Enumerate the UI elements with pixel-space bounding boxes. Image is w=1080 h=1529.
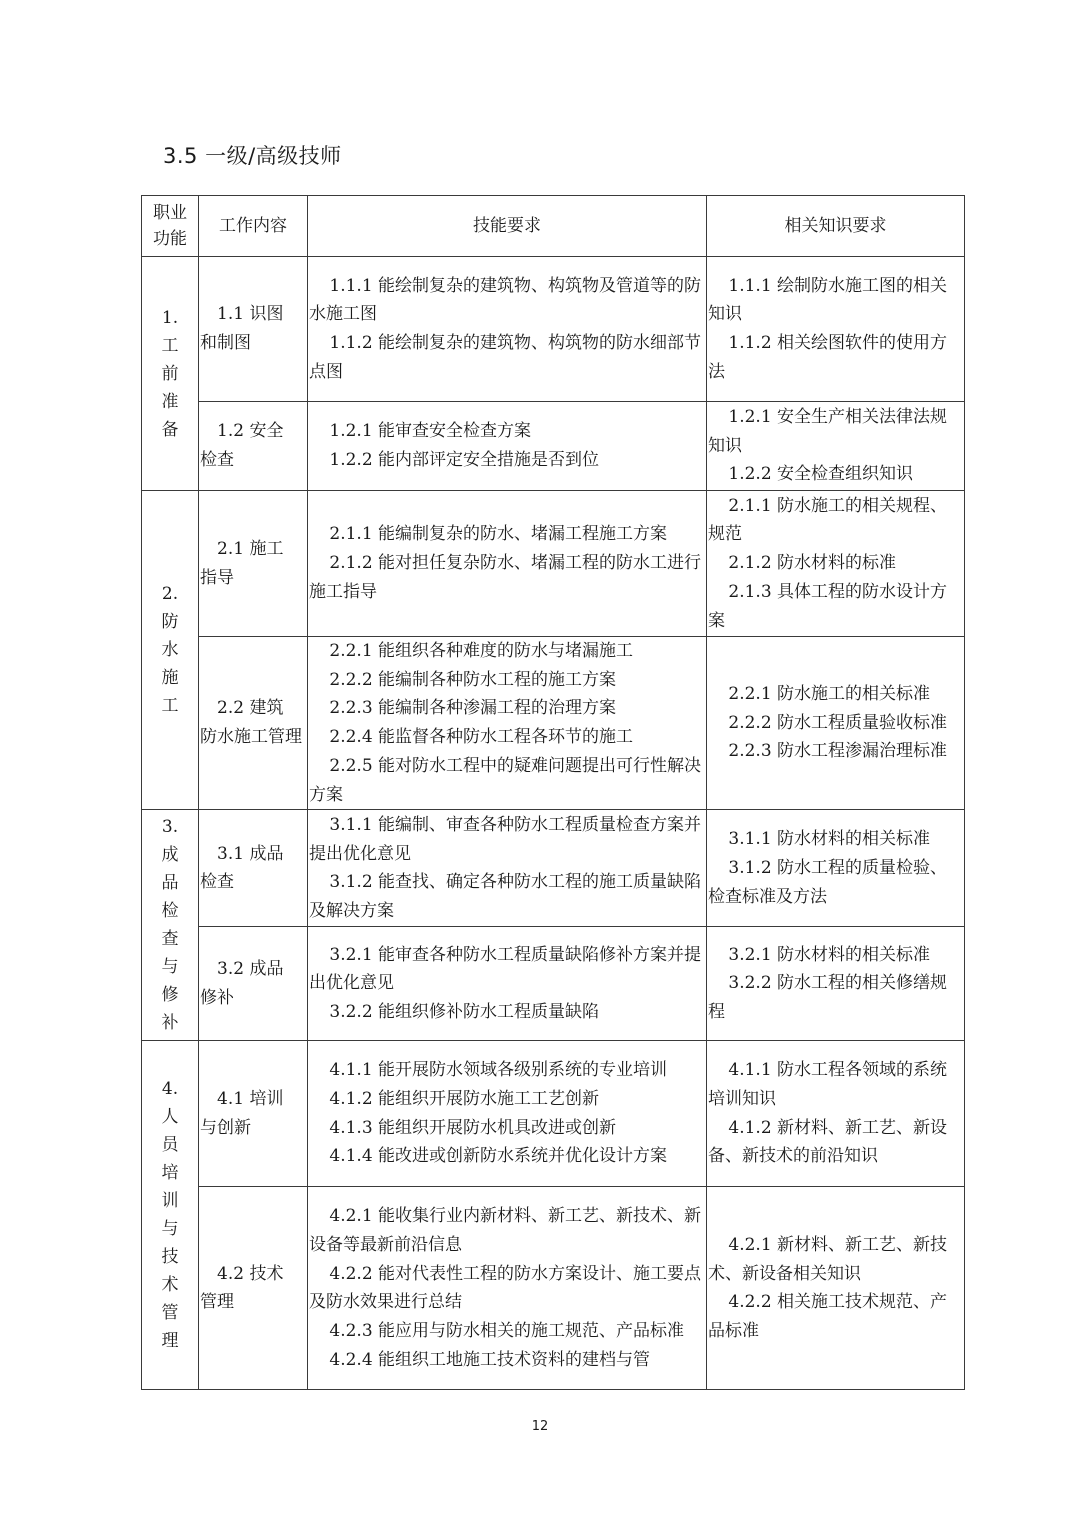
- skill-requirements-cell: [308, 257, 707, 402]
- function-char: 训: [161, 1191, 179, 1212]
- function-char: 检: [161, 901, 179, 922]
- work-content-line: 1.1 识图: [217, 304, 284, 325]
- knowledge-requirements-cell: [707, 927, 965, 1041]
- function-char: 备: [161, 419, 179, 440]
- knowledge-item: 2.1.3 具体工程的防水设计方案: [708, 581, 948, 631]
- function-char: 培: [161, 1163, 179, 1184]
- skill-item: 2.2.1 能组织各种难度的防水与堵漏施工: [329, 641, 634, 661]
- skill-item: 3.2.2 能组织修补防水工程质量缺陷: [329, 1002, 600, 1023]
- skill-item: 4.1.4 能改进或创新防水系统并优化设计方案: [329, 1146, 668, 1167]
- knowledge-requirements-cell: [707, 1187, 965, 1390]
- skill-requirements-cell: [308, 402, 707, 491]
- knowledge-item: 4.1.1 防水工程各领域的系统培训知识: [708, 1060, 948, 1110]
- skill-requirements-cell: [308, 927, 707, 1041]
- skill-item: 4.1.1 能开展防水领域各级别系统的专业培训: [329, 1060, 668, 1081]
- table-body: [142, 257, 965, 1390]
- function-char: 人: [161, 1107, 179, 1128]
- function-char: 修: [161, 985, 179, 1006]
- table-row: [142, 810, 965, 927]
- function-cell: [142, 257, 199, 491]
- function-char: 技: [161, 1247, 179, 1268]
- skill-item: 2.2.2 能编制各种防水工程的施工方案: [329, 669, 617, 690]
- knowledge-item: 1.1.1 绘制防水施工图的相关知识: [708, 275, 948, 325]
- skill-item: 4.2.2 能对代表性工程的防水方案设计、施工要点及防水效果进行总结: [309, 1263, 702, 1313]
- knowledge-item: 4.2.2 相关施工技术规范、产品标准: [708, 1292, 948, 1341]
- table-row: [142, 257, 965, 402]
- work-content-line: 修补: [200, 987, 234, 1008]
- function-char: 查: [161, 929, 179, 950]
- table-row: [142, 637, 965, 810]
- knowledge-requirements-cell: [707, 1041, 965, 1187]
- skill-item: 4.1.3 能组织开展防水机具改进或创新: [329, 1117, 617, 1138]
- knowledge-item: 2.2.3 防水工程渗漏治理标准: [728, 741, 948, 762]
- knowledge-item: 1.2.1 安全生产相关法律法规知识: [708, 406, 948, 456]
- knowledge-requirements-cell: [707, 491, 965, 637]
- header-row: [142, 196, 965, 257]
- function-cell: [142, 810, 199, 1041]
- function-char: 准: [161, 391, 179, 412]
- skill-item: 1.1.1 能绘制复杂的建筑物、构筑物及管道等的防水施工图: [309, 275, 702, 325]
- skill-item: 4.2.4 能组织工地施工技术资料的建档与管: [329, 1349, 651, 1370]
- work-content-line: 检查: [200, 450, 234, 470]
- skill-item: 3.2.1 能审查各种防水工程质量缺陷修补方案并提出优化意见: [309, 944, 702, 994]
- work-content-line: 3.1 成品: [217, 843, 284, 864]
- skill-item: 2.1.1 能编制复杂的防水、堵漏工程施工方案: [329, 524, 668, 545]
- knowledge-requirements-cell: [707, 402, 965, 491]
- work-content-line: 管理: [200, 1292, 234, 1313]
- table-row: [142, 491, 965, 637]
- knowledge-item: 4.1.2 新材料、新工艺、新设备、新技术的前沿知识: [708, 1117, 948, 1167]
- skill-item: 1.2.2 能内部评定安全措施是否到位: [329, 450, 600, 470]
- skill-item: 4.2.1 能收集行业内新材料、新工艺、新技术、新设备等最新前沿信息: [309, 1206, 702, 1255]
- knowledge-item: 3.1.2 防水工程的质量检验、检查标准及方法: [708, 857, 948, 907]
- skill-item: 2.2.4 能监督各种防水工程各环节的施工: [329, 727, 634, 748]
- work-content-cell: [199, 927, 308, 1041]
- header-knowledge: 相关知识要求: [707, 196, 965, 257]
- work-content-line: 指导: [200, 567, 234, 588]
- skill-item: 2.2.3 能编制各种渗漏工程的治理方案: [329, 698, 617, 719]
- knowledge-item: 1.2.2 安全检查组织知识: [728, 464, 914, 485]
- work-content-line: 2.1 施工: [217, 538, 284, 559]
- work-content-cell: [199, 257, 308, 402]
- skill-item: 2.1.2 能对担任复杂防水、堵漏工程的防水工进行施工指导: [309, 553, 702, 602]
- skill-item: 3.1.1 能编制、审查各种防水工程质量检查方案并提出优化意见: [309, 814, 702, 864]
- function-number: 4.: [161, 1079, 179, 1100]
- function-number: 3.: [161, 817, 179, 838]
- table-row: [142, 927, 965, 1041]
- work-content-cell: [199, 1041, 308, 1187]
- skill-requirements-cell: [308, 810, 707, 927]
- function-char: 成: [161, 845, 179, 866]
- knowledge-item: 3.2.2 防水工程的相关修缮规程: [708, 973, 948, 1023]
- knowledge-item: 2.2.1 防水施工的相关标准: [728, 684, 931, 705]
- skill-item: 2.2.5 能对防水工程中的疑难问题提出可行性解决方案: [309, 755, 702, 805]
- header-function: 职业 功能: [142, 196, 199, 257]
- work-content-line: 4.1 培训: [217, 1089, 284, 1110]
- function-char: 工: [161, 696, 179, 717]
- work-content-line: 4.2 技术: [217, 1263, 284, 1284]
- function-char: 管: [161, 1303, 179, 1324]
- function-char: 员: [161, 1135, 179, 1156]
- work-content-cell: [199, 402, 308, 491]
- function-char: 品: [161, 873, 179, 894]
- function-char: 水: [161, 640, 179, 661]
- function-char: 术: [161, 1275, 179, 1296]
- knowledge-item: 2.1.2 防水材料的标准: [728, 553, 897, 574]
- skill-item: 4.1.2 能组织开展防水施工工艺创新: [329, 1089, 600, 1110]
- work-content-line: 1.2 安全: [217, 421, 284, 442]
- work-content-cell: [199, 491, 308, 637]
- function-number: 1.: [161, 307, 179, 328]
- work-content-line: 和制图: [200, 333, 251, 353]
- function-char: 防: [161, 612, 179, 633]
- knowledge-item: 2.1.1 防水施工的相关规程、规范: [708, 495, 948, 545]
- skill-requirements-cell: [308, 1041, 707, 1187]
- function-number: 2.: [161, 584, 179, 605]
- knowledge-item: 3.1.1 防水材料的相关标准: [728, 829, 931, 850]
- function-char: 与: [161, 957, 179, 978]
- function-cell: [142, 1041, 199, 1390]
- knowledge-requirements-cell: [707, 257, 965, 402]
- table-row: [142, 1187, 965, 1390]
- header-skills: 技能要求: [308, 196, 707, 257]
- function-char: 理: [161, 1331, 179, 1352]
- skill-item: 1.1.2 能绘制复杂的建筑物、构筑物的防水细部节点图: [309, 333, 702, 382]
- work-content-cell: [199, 810, 308, 927]
- function-char: 前: [161, 363, 179, 384]
- function-char: 补: [161, 1013, 179, 1034]
- function-cell: [142, 491, 199, 810]
- knowledge-requirements-cell: [707, 637, 965, 810]
- skill-requirements-cell: [308, 491, 707, 637]
- function-char: 施: [161, 668, 179, 689]
- knowledge-item: 4.2.1 新材料、新工艺、新技术、新设备相关知识: [708, 1234, 948, 1284]
- work-content-line: 2.2 建筑: [217, 698, 284, 719]
- table-row: [142, 402, 965, 491]
- work-content-line: 检查: [200, 872, 234, 893]
- work-content-line: 防水施工管理: [200, 727, 302, 748]
- skill-item: 1.2.1 能审查安全检查方案: [329, 421, 532, 442]
- work-content-line: 与创新: [200, 1117, 251, 1138]
- work-content-line: 3.2 成品: [217, 959, 284, 980]
- skill-requirements-cell: [308, 1187, 707, 1390]
- skill-item: 4.2.3 能应用与防水相关的施工规范、产品标准: [329, 1320, 685, 1341]
- work-content-cell: [199, 1187, 308, 1390]
- section-title: 3.5 一级/高级技师: [163, 144, 342, 168]
- page-number: 12: [531, 1419, 549, 1434]
- table-row: [142, 1041, 965, 1187]
- knowledge-requirements-cell: [707, 810, 965, 927]
- work-content-cell: [199, 637, 308, 810]
- function-char: 与: [161, 1219, 179, 1240]
- knowledge-item: 1.1.2 相关绘图软件的使用方法: [708, 333, 948, 382]
- knowledge-item: 2.2.2 防水工程质量验收标准: [728, 712, 948, 733]
- knowledge-item: 3.2.1 防水材料的相关标准: [728, 944, 931, 965]
- header-content: 工作内容: [199, 196, 308, 257]
- skill-item: 3.1.2 能查找、确定各种防水工程的施工质量缺陷及解决方案: [309, 872, 702, 921]
- skill-standard-table: [141, 195, 965, 1390]
- skill-requirements-cell: [308, 637, 707, 810]
- function-char: 工: [161, 335, 179, 356]
